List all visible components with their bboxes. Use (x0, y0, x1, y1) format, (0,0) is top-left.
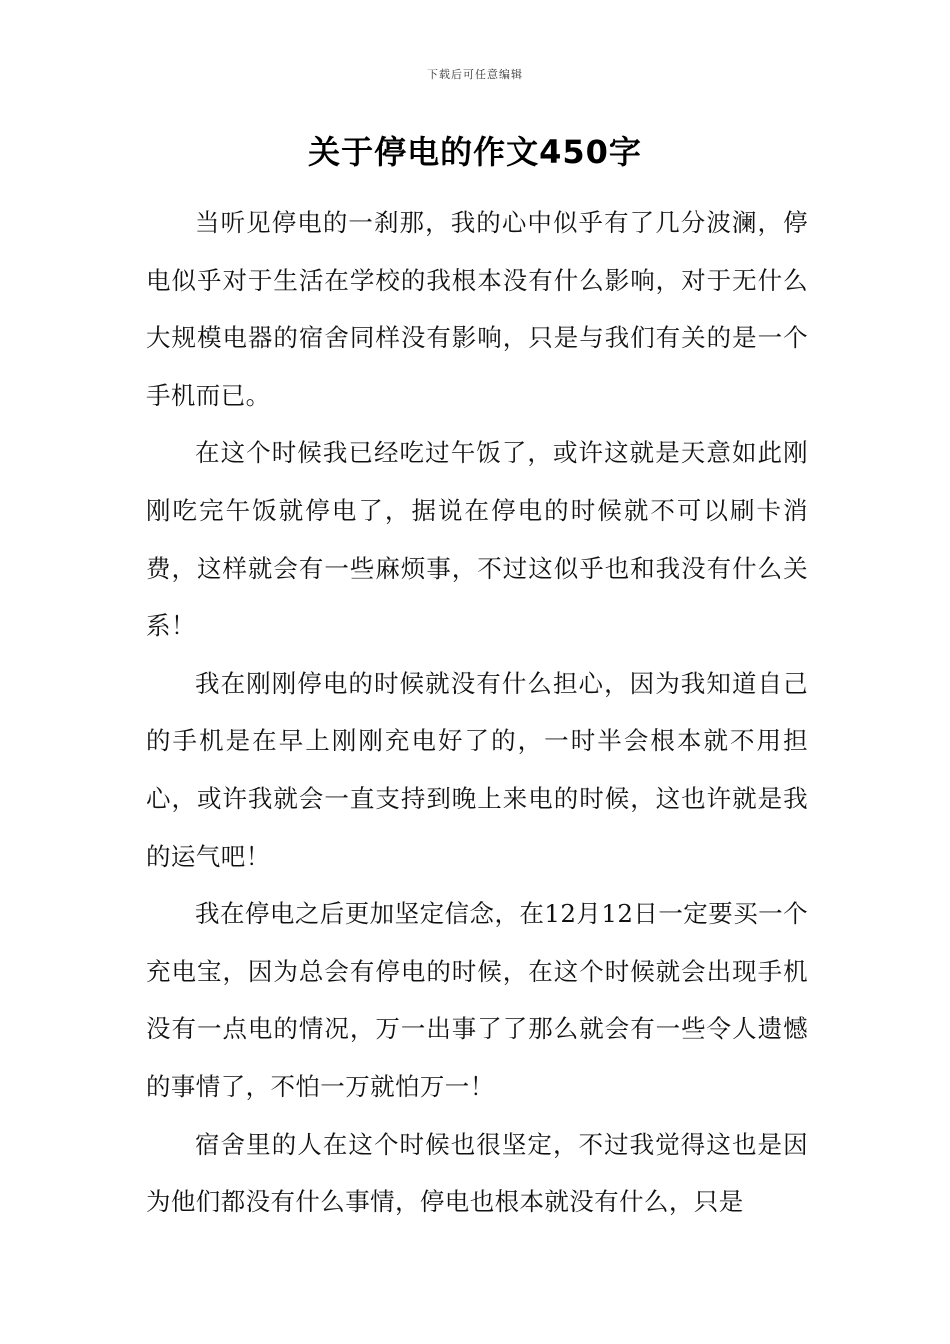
paragraph-5: 宿舍里的人在这个时候也很坚定，不过我觉得这也是因为他们都没有什么事情，停电也根本就没有什么，只是 (146, 1129, 808, 1217)
paragraph-2: 在这个时候我已经吃过午饭了，或许这就是天意如此刚刚吃完午饭就停电了，据说在停电的时候就不可以刷卡消费，这样就会有一些麻烦事，不过这似乎也和我没有什么关系！ (146, 438, 808, 641)
paragraph-3: 我在刚刚停电的时候就没有什么担心，因为我知道自己的手机是在早上刚刚充电好了的，一时半会根本就不用担心，或许我就会一直支持到晚上来电的时候，这也许就是我的运气吧！ (146, 668, 808, 871)
header-note: 下载后可任意编辑 (427, 68, 523, 81)
paragraph-4: 我在停电之后更加坚定信念，在12月12日一定要买一个充电宝，因为总会有停电的时候，在这个时候就会出现手机没有一点电的情况，万一出事了了那么就会有一些令人遗憾的事情了，不怕一万就怕万一！ (146, 899, 808, 1101)
paragraph-1: 当听见停电的一刹那，我的心中似乎有了几分波澜，停电似乎对于生活在学校的我根本没有什么影响，对于无什么大规模电器的宿舍同样没有影响，只是与我们有关的是一个手机而已。 (146, 208, 808, 410)
document-title: 关于停电的作文450字 (308, 133, 642, 171)
document-body (146, 194, 808, 1324)
